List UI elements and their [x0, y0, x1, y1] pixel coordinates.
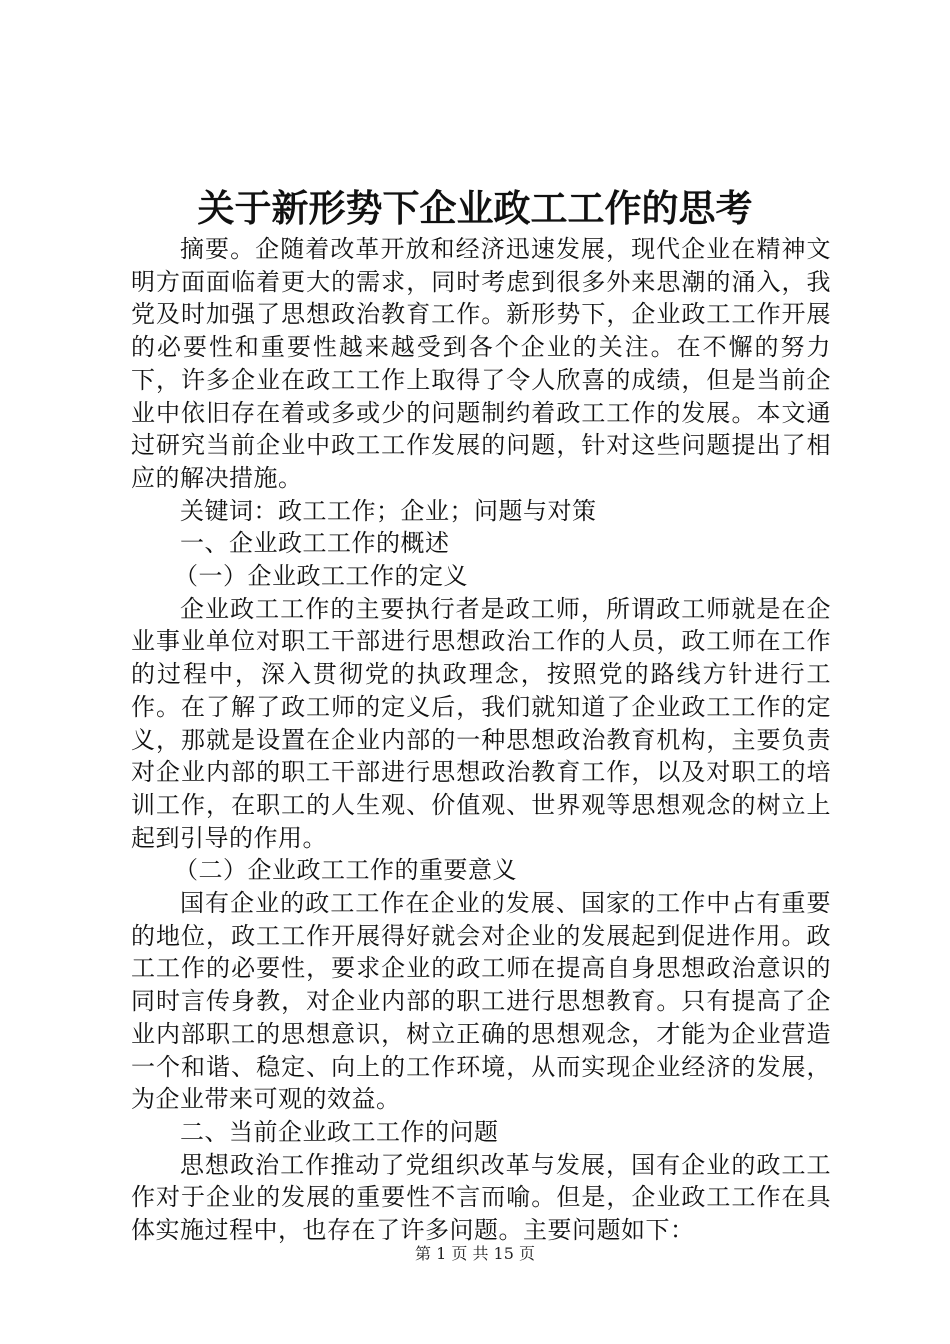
- subsection-heading-1-2: （二）企业政工工作的重要意义: [174, 856, 517, 885]
- document-body: [131, 233, 831, 1247]
- subsection-heading-1-1: （一）企业政工工作的定义: [174, 562, 468, 591]
- document-title: 关于新形势下企业政工工作的思考: [197, 186, 753, 230]
- section-heading-2: 二、当前企业政工工作的问题: [180, 1117, 499, 1146]
- body-paragraph: 思想政治工作推动了党组织改革与发展，国有企业的政工工作对于企业的发展的重要性不言而喻。但是，企业政工工作在具体实施过程中，也存在了许多问题。主要问题如下：: [131, 1150, 831, 1245]
- keywords-line: 关键词：政工工作；企业；问题与对策: [180, 496, 597, 525]
- body-paragraph: 国有企业的政工工作在企业的发展、国家的工作中占有重要的地位，政工工作开展得好就会对企业的发展起到促进作用。政工工作的必要性，要求企业的政工师在提高自身思想政治意识的同时言传身教，对企业内部的职工进行思想教育。只有提高了企业内部职工的思想意识，树立正确的思想观念，才能为企业营造一个和谐、稳定、向上的工作环境，从而实现企业经济的发展，为企业带来可观的效益。: [131, 889, 831, 1114]
- page-footer: 第 1 页 共 15 页: [415, 1244, 535, 1263]
- abstract-paragraph: 摘要。企随着改革开放和经济迅速发展，现代企业在精神文明方面面临着更大的需求，同时考虑到很多外来思潮的涌入，我党及时加强了思想政治教育工作。新形势下，企业政工工作开展的必要性和重要性越来越受到各个企业的关注。在不懈的努力下，许多企业在政工工作上取得了令人欣喜的成绩，但是当前企业中依旧存在着或多或少的问题制约着政工工作的发展。本文通过研究当前企业中政工工作发展的问题，针对这些问题提出了相应的解决措施。: [131, 235, 831, 492]
- section-heading-1: 一、企业政工工作的概述: [180, 529, 450, 558]
- body-paragraph: 企业政工工作的主要执行者是政工师，所谓政工师就是在企业事业单位对职工干部进行思想政治工作的人员，政工师在工作的过程中，深入贯彻党的执政理念，按照党的路线方针进行工作。在了解了政工师的定义后，我们就知道了企业政工工作的定义，那就是设置在企业内部的一种思想政治教育机构，主要负责对企业内部的职工干部进行思想政治教育工作，以及对职工的培训工作，在职工的人生观、价值观、世界观等思想观念的树立上起到引导的作用。: [131, 594, 831, 852]
